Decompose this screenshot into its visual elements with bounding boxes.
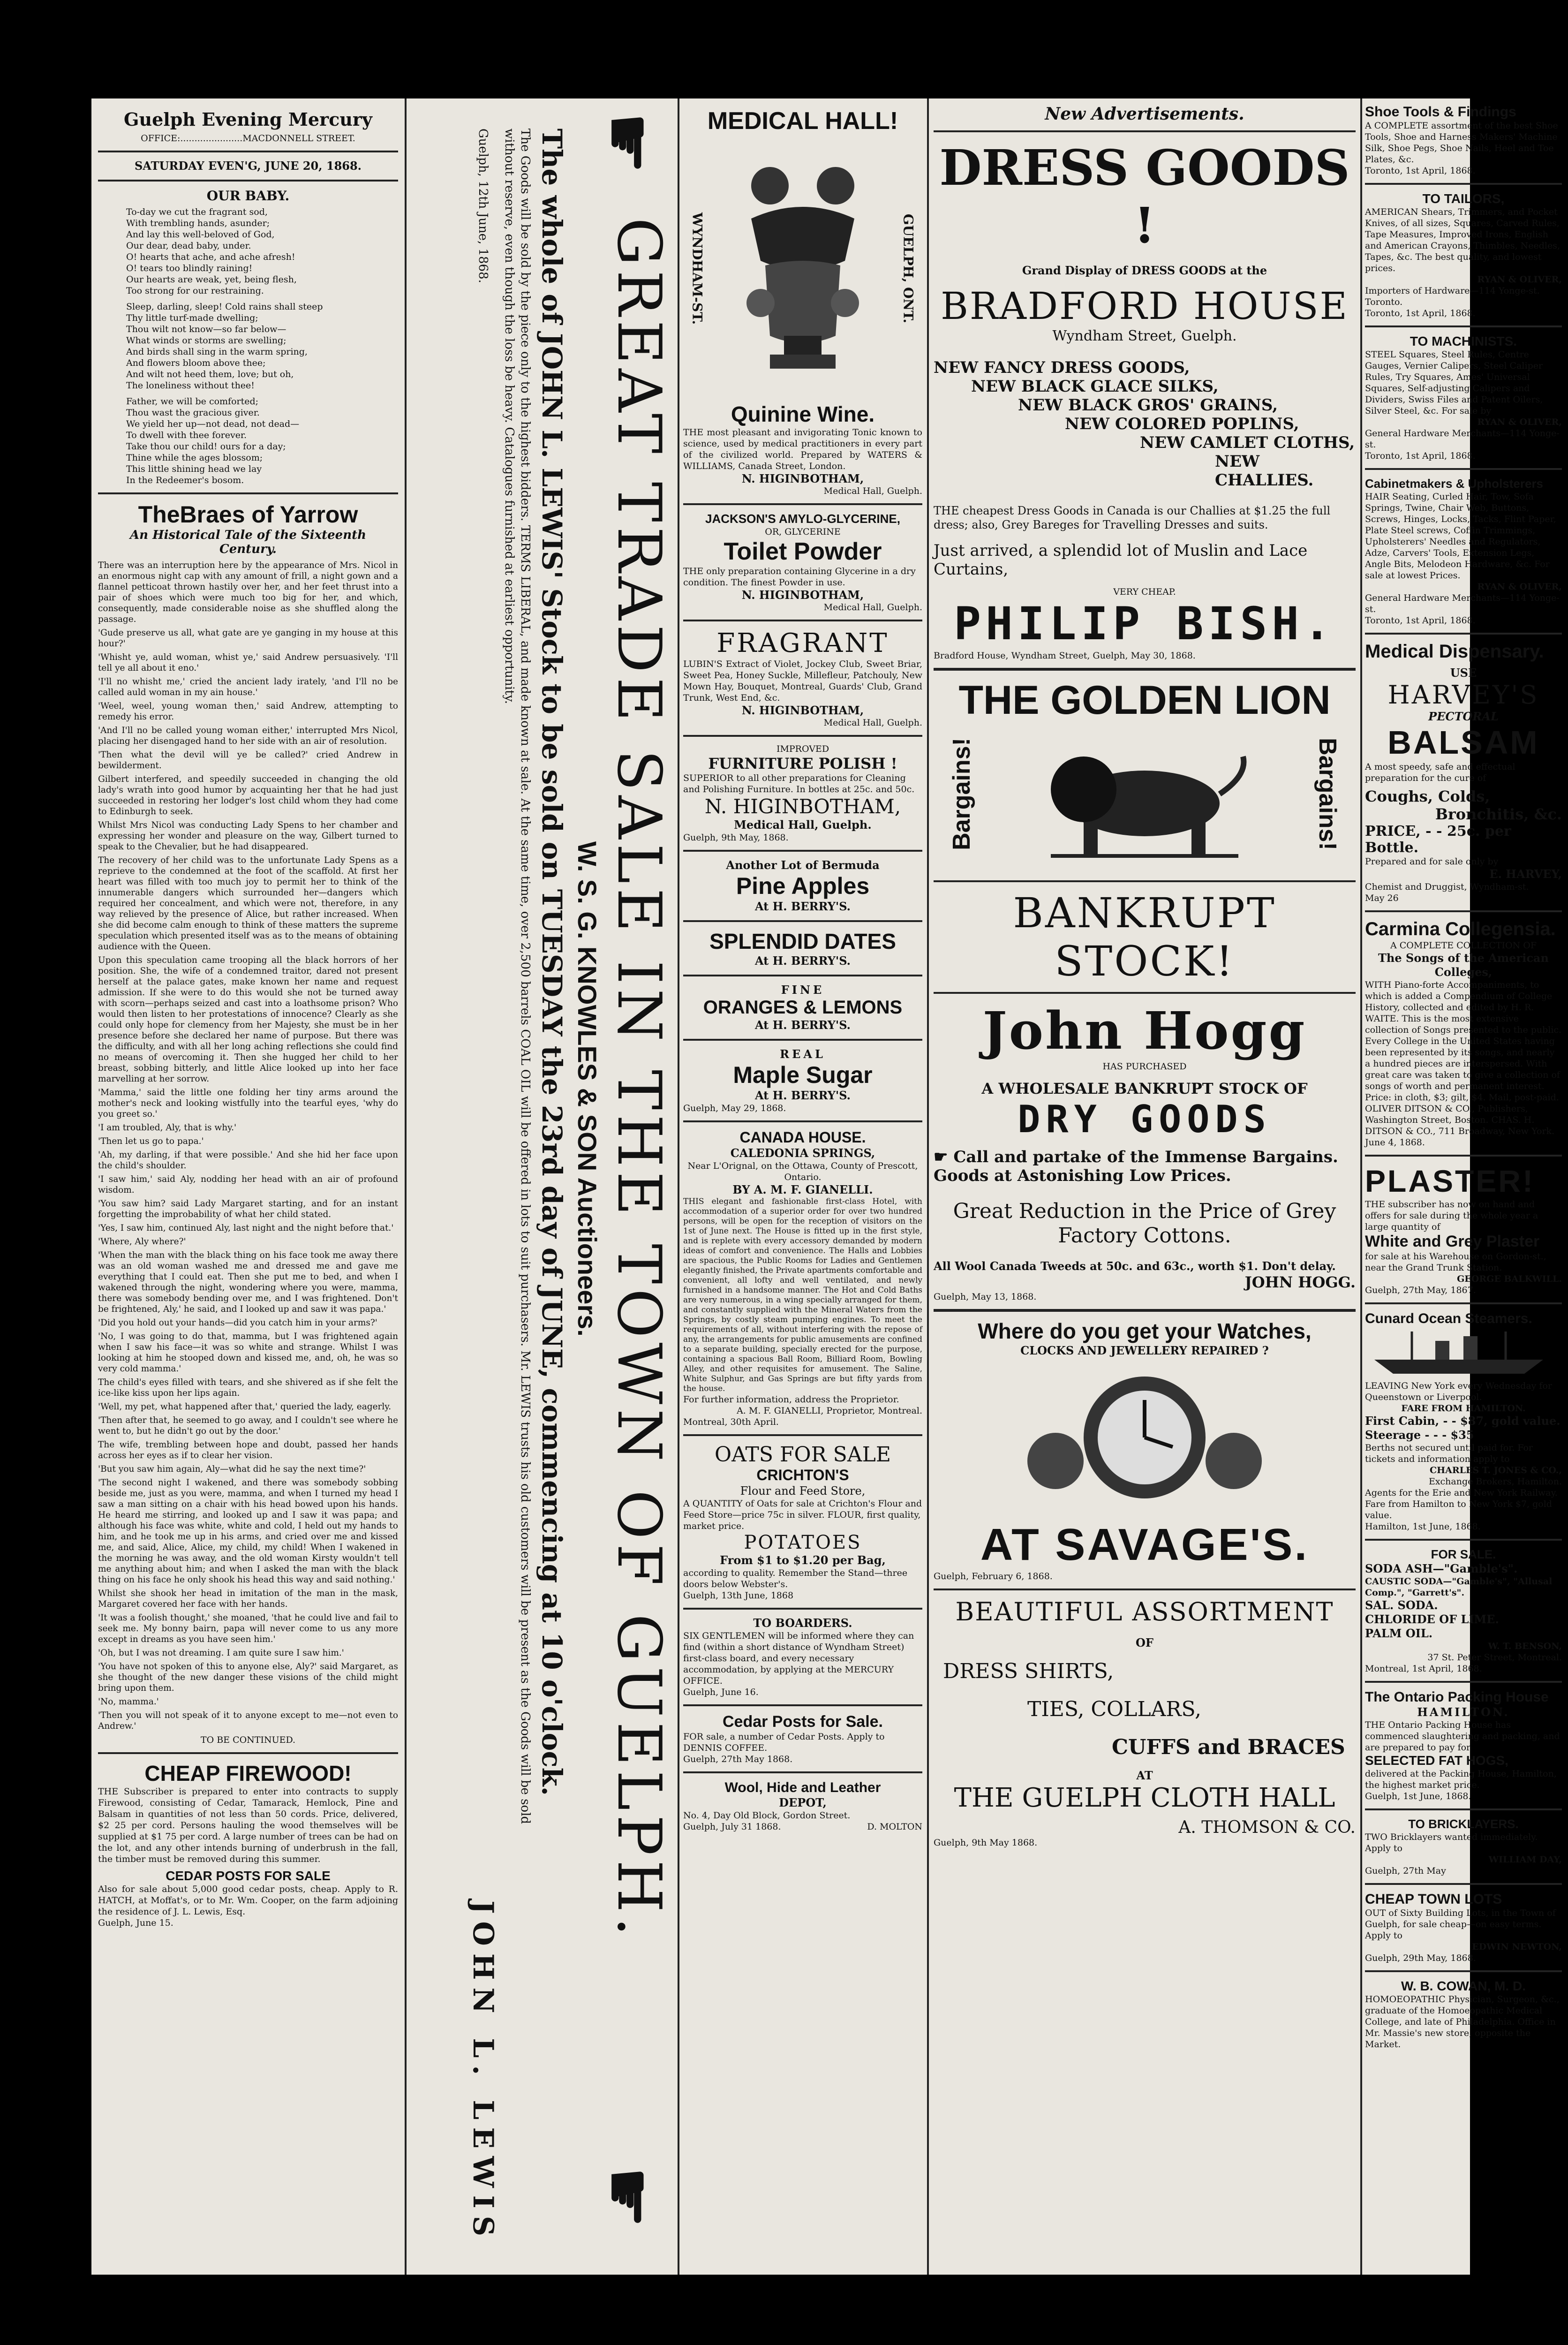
- wool-body: No. 4, Day Old Block, Gordon Street.: [683, 1810, 851, 1821]
- wholesale-text: A WHOLESALE BANKRUPT STOCK OF: [981, 1080, 1308, 1097]
- potatoes-date: Guelph, 13th June, 1868: [683, 1590, 794, 1601]
- medical-hall-address: Medical Hall, Guelph.: [823, 486, 922, 496]
- medical-hall-title: MEDICAL HALL!: [707, 107, 898, 135]
- column-story: [98, 98, 398, 2275]
- call-text-body: Call and partake of the Immense Bargains. Goods at Astonishing Low Prices.: [934, 1148, 1338, 1185]
- palm-line: PALM OIL.: [1365, 1626, 1433, 1640]
- story-paragraph: 'Then what the devil will ye be called?' cried Andrew in bewilderment.: [98, 750, 398, 771]
- polish-date: Guelph, 9th May, 1868.: [683, 832, 789, 843]
- ryan-sub: Importers of Hardware—114 Yonge-st. Toronto.: [1365, 286, 1540, 307]
- wool-depot: DEPOT,: [779, 1796, 827, 1809]
- story-title: TheBraes of Yarrow: [138, 501, 358, 528]
- posts-body: FOR sale, a number of Cedar Posts. Apply to DENNIS COFFEE.: [683, 1732, 885, 1753]
- fare-title: FARE FROM HAMILTON.: [1401, 1403, 1526, 1414]
- first-cabin: First Cabin, - - $87, gold value.: [1365, 1414, 1560, 1428]
- pointing-hand-icon: ☛: [934, 1148, 954, 1166]
- story-paragraph: Upon this speculation came trooping all the black horrors of her position. She, the wife of a condemned traitor, dared not present herself at the palace gates, make known her name and request admission. If she were to do this would she not be turned away with scorn—perhaps seized and cast into a loathsome prison? Who would then listen to her protestations of innocence? Clearly as she could only hope for clemency from her Majesty, she must be in her presence before she declared her name of purpose. But there was the difficulty, and with all her long aching reflections she could find no means of overcoming it. Then she hugged her child to her breast, sobbing bitterly, and little Alice looked up into her face marvelling at her sorrow.: [98, 955, 398, 1084]
- cowan-title: W. B. COWAN, M. D.: [1401, 1979, 1526, 1993]
- dress-goods-sub: Grand Display of DRESS GOODS at the: [1022, 264, 1267, 277]
- canada-date: Montreal, 30th April.: [683, 1417, 779, 1427]
- posts-date: Guelph, 27th May 1868.: [683, 1754, 793, 1764]
- higinbotham-name: N. HIGINBOTHAM,: [741, 704, 864, 717]
- amylo-title: JACKSON'S AMYLO-GLYCERINE,: [705, 512, 900, 526]
- story-paragraph: 'No, mamma.': [98, 1697, 159, 1707]
- story-paragraph: 'Well, my pet, what happened after that,' queried the lady, eagerly.: [98, 1402, 392, 1412]
- cedar-body: Also for sale about 5,000 good cedar posts, cheap. Apply to R. HATCH, at Moffat's, or to Mr. Wm. Cooper, on the farm adjoining the residence of J. L. Lewis, Esq.: [98, 1884, 398, 1917]
- potatoes-price: From $1 to $1.20 per Bag,: [720, 1553, 886, 1567]
- prepared-line: Prepared and for sale only by: [1365, 856, 1499, 867]
- carmina-title: Carmina Collegensia.: [1365, 919, 1556, 939]
- goods-line: NEW COLORED POPLINS,: [1065, 415, 1299, 433]
- lots-title: CHEAP TOWN LOTS: [1365, 1891, 1502, 1907]
- poem-line: Our dear, dead baby, under.: [126, 241, 251, 251]
- jones-sign: CHARLES T. JONES & CO.,: [1430, 1465, 1562, 1475]
- story-paragraph: 'Did you hold out your hands—did you catch him in your arms?': [98, 1318, 377, 1328]
- steamship-illustration: [1365, 1327, 1553, 1378]
- bradford-address: Wyndham Street, Guelph.: [1052, 328, 1237, 344]
- bargains-right: Bargains!: [1314, 738, 1342, 850]
- ryan-sign: RYAN & OLIVER,: [1477, 417, 1562, 427]
- goods-line: NEW CAMLET CLOTHS,: [1140, 433, 1355, 452]
- berry-label: At H. BERRY'S.: [754, 900, 851, 913]
- column-rule: [1360, 98, 1362, 2275]
- boarders-date: Guelph, June 16.: [683, 1687, 759, 1697]
- story-paragraph: 'Gude preserve us all, what gate are ye ganging in my house at this hour?': [98, 628, 398, 649]
- benson-address: 37 St. Peter Street, Montreal.: [1427, 1652, 1562, 1663]
- forsale-title: FOR SALE.: [1431, 1547, 1496, 1561]
- bankrupt-title: BANKRUPT STOCK!: [1013, 889, 1276, 985]
- maple-date: Guelph, May 29, 1868.: [683, 1103, 786, 1113]
- goods-line: NEW BLACK GROS' GRAINS,: [1018, 396, 1278, 415]
- crichton-title: CRICHTON'S: [756, 1467, 849, 1483]
- poem-line: Too strong for our restraining.: [126, 286, 264, 296]
- canada-sign: A. M. F. GIANELLI, Proprietor, Montreal.: [737, 1406, 922, 1416]
- steerage: Steerage - - - $35: [1365, 1428, 1474, 1442]
- real-label: REAL: [780, 1047, 826, 1061]
- cunard-title: Cunard Ocean Steamers.: [1365, 1311, 1532, 1326]
- harvey-date: May 26: [1365, 893, 1399, 903]
- dates-title: SPLENDID DATES: [709, 929, 896, 953]
- fragrant-title: FRAGRANT: [716, 628, 889, 658]
- story-paragraph: 'Oh, but I was not dreaming. I am quite sure I saw him.': [98, 1648, 344, 1658]
- new-ads-header: New Advertisements.: [1045, 104, 1244, 124]
- cabinet-title: Cabinetmakers & Upholsterers: [1365, 477, 1544, 491]
- column-new-ads: [934, 98, 1356, 2275]
- cloth-hall-date: Guelph, 9th May 1868.: [934, 1838, 1038, 1848]
- agents-text: Agents for the Erie and New York Railway. Fare from Hamilton to New York $7, gold value.: [1365, 1488, 1558, 1520]
- story-paragraph: 'It was a foolish thought,' she moaned, 'that he could live and fail to seek me. My bonny bairn, papa will never come to us any more except in dreams as you have seen him.': [98, 1613, 398, 1644]
- tailors-body: AMERICAN Shears, Trimmers, and Pocket Knives, of all sizes, Squares, Carved Rules, Tape Measures, Improved Irons, English and American Crayons, Thimbles, Needles, Tapes, &c. The best quality, and lowest prices.: [1365, 207, 1560, 273]
- ditson-line: OLIVER DITSON & CO., Publishers, Washington Street, Boston. CHAS. H. DITSON & CO., 711 Broadway, New York.: [1365, 1104, 1555, 1136]
- story-paragraph: 'I saw him,' said Aly, nodding her head with an air of profound wisdom.: [98, 1174, 398, 1195]
- bricklayers-date: Guelph, 27th May: [1365, 1866, 1446, 1876]
- watches-sub: CLOCKS AND JEWELLERY REPAIRED ?: [1020, 1344, 1269, 1357]
- poem-line: Take thou our child! ours for a day;: [126, 441, 286, 452]
- carmina-date: June 4, 1868.: [1365, 1137, 1425, 1148]
- polish-body: SUPERIOR to all other preparations for Cleaning and Polishing Furniture. In bottles at 25c. and 50c.: [683, 773, 915, 794]
- boarders-body: SIX GENTLEMEN will be informed where they can find (within a short distance of Wyndham Street) first-class board, and every necessary accommodation, by applying at the MERCURY OFFICE.: [683, 1631, 914, 1686]
- pectoral-label: PECTORAL: [1428, 710, 1499, 723]
- tools-body: A COMPLETE assortment of the best Shoe Tools, Shoe and Harness Makers' Machine Silk, Shoe Pegs, Shoe Nails, Heel and Toe Plates, &c.: [1365, 121, 1558, 165]
- canada-body: THIS elegant and fashionable first-class Hotel, with accommodation of a superior order for over two hundred persons, will be open for the reception of visitors on the 1st of June next. The House is fitted up in the first style, and is replete with every accessory demanded by modern ideas of comfort and convenience. The Halls and Lobbies are spacious, the Public Rooms for Ladies and Gentlemen elegantly finished, the Private apartments comfortable and convenient, all lofty and well ventilated, and newly furnished in a handsome manner. The Hot and Cold Baths are very numerous, in a wing specially arranged for them, and constantly supplied with the Mineral Waters from the Springs, by costly steam pumping engines. To meet the requirements of all, without interfering with the repose of any, the arrangements for public amusements are confined to a separate building, specially erected for the purpose, containing a spacious Ball Room, Billiard Room, Bowling Alley, and other requisites for amusement. The Saline, White Sulphur, and Gas Springs are but fifty yards from the house.: [683, 1197, 922, 1393]
- continued-note: TO BE CONTINUED.: [200, 1735, 296, 1745]
- dispensary-title: Medical Dispensary.: [1365, 641, 1544, 662]
- tweeds-text: All Wool Canada Tweeds at 50c. and 63c., worth $1. Don't delay.: [934, 1259, 1336, 1273]
- story-paragraph: 'Then after that, he seemed to go away, and I couldn't see where he went to, but he didn't go out by the door.': [98, 1415, 398, 1436]
- lots-date: Guelph, 29th May, 1868.: [1365, 1953, 1476, 1963]
- exchange-line: Exchange Brokers, Hamilton.: [1428, 1476, 1562, 1487]
- auction-terms: The Goods will be sold by the piece only to the highest bidders. TERMS LIBERAL, and made known at sale. At the same time, over 2,500 barrels COAL OIL will be offered in lots to suit purchasers. Mr. LEWIS trusts his old customers will be present as the Goods will be sold without reserve, even though the loss be heavy. Catalogues furnished at earliest opportunity.: [502, 129, 532, 1824]
- crichton-sub: Flour and Feed Store,: [740, 1484, 866, 1498]
- story-paragraph: 'I'll no whisht me,' cried the ancient lady irately, 'and I'll no be called auld woman in my ain house.': [98, 677, 398, 697]
- balsam-body: A most speedy, safe and effectual preparation for the cure of: [1365, 762, 1515, 783]
- ties-line: TIES, COLLARS,: [1027, 1697, 1202, 1721]
- improved-label: IMPROVED: [776, 744, 829, 754]
- canada-near: Near L'Orignal, on the Ottawa, County of Prescott, Ontario.: [687, 1161, 918, 1182]
- story-paragraph: 'The second night I wakened, and there was somebody sobbing beside me, just as you were, mamma, and when I turned my head I saw a man sitting on a chair with his head bowed upon his hands. He heard me stirring, and looked up and I saw it was papa; and although his face was white, white and cold, I held out my hands to him, and he took me up in his arms, and cried over me and kissed me, and said, Alice, Alice, my child, my child! When I wakened in the morning he was away, and the old woman Kirsty wouldn't tell me anything about him; and when I asked the man with the black thing on his face he only shook his head this way and said nothing.': [98, 1478, 398, 1585]
- story-body: [98, 560, 398, 1732]
- medical-hall-address: Medical Hall, Guelph.: [823, 718, 922, 728]
- tailors-date: Toronto, 1st April, 1868.: [1365, 308, 1476, 318]
- story-paragraph: 'Where, Aly where?': [98, 1237, 186, 1247]
- ryan-sign: RYAN & OLIVER,: [1477, 274, 1562, 285]
- cabinet-date: Toronto, 1st April, 1868.: [1365, 615, 1476, 626]
- polish-title: FURNITURE POLISH !: [708, 755, 897, 772]
- poem-line: Sleep, darling, sleep! Cold rains shall steep: [126, 302, 323, 312]
- story-paragraph: 'Then let us go to papa.': [98, 1136, 204, 1146]
- poem: [98, 206, 398, 486]
- amylo-or: OR, GLYCERINE: [765, 527, 841, 537]
- pineapple-title: Pine Apples: [736, 873, 870, 899]
- dress-goods-title: DRESS GOODS !: [939, 139, 1350, 254]
- philip-bish: PHILIP BISH.: [954, 598, 1335, 650]
- reduction-text: Great Reduction in the Price of Grey Factory Cottons.: [953, 1199, 1336, 1248]
- story-paragraph: 'Whisht ye, auld woman, whist ye,' said Andrew persuasively. 'I'll tell ye all about it eno.': [98, 652, 398, 673]
- at-label: AT: [1136, 1769, 1153, 1782]
- plaster-types: White and Grey Plaster: [1365, 1233, 1540, 1250]
- cheapest-text: THE cheapest Dress Goods in Canada is our Challies at $1.25 the full dress; also, Grey Bareges for Travelling Dresses and suits.: [934, 504, 1331, 531]
- medical-hall-address: Medical Hall, Guelph.: [823, 602, 922, 613]
- potatoes-title: POTATOES: [744, 1532, 862, 1553]
- goods-line: NEW FANCY DRESS GOODS,: [934, 358, 1190, 377]
- canada-title: CANADA HOUSE.: [739, 1129, 866, 1146]
- higinbotham-big: N. HIGINBOTHAM,: [704, 795, 901, 818]
- boarders-title: TO BOARDERS.: [753, 1616, 852, 1630]
- cowan-body: HOMOEOPATHIC Physician, Surgeon, &c., graduate of the Homoeopathic Medical College, and late of Philadelphia. Office in Mr. Massie's new store, opposite the Market.: [1365, 1994, 1560, 2050]
- goods-line: NEW CHALLIES.: [1215, 452, 1314, 490]
- poem-line: Thou wilt not know—so far below—: [126, 324, 286, 334]
- poem-line: What winds or storms are swelling;: [126, 335, 286, 346]
- shirts-line: DRESS SHIRTS,: [943, 1659, 1114, 1683]
- street-label: WYNDHAM-ST.: [689, 212, 705, 325]
- carmina-complete: A COMPLETE COLLECTION OF: [1390, 940, 1537, 951]
- wool-sign: D. MOLTON: [867, 1822, 922, 1832]
- story-paragraph: The wife, trembling between hope and doubt, passed her hands across her eyes as if to clear her vision.: [98, 1440, 398, 1460]
- ryan-sub: General Hardware Merchants—114 Yonge-st.: [1365, 428, 1560, 450]
- savage-title: AT SAVAGE'S.: [980, 1520, 1309, 1570]
- wool-title: Wool, Hide and Leather: [724, 1780, 881, 1795]
- hamilton-label: HAMILTON.: [1417, 1705, 1510, 1719]
- use-label: USE: [1450, 666, 1477, 680]
- salsoda-line: SAL. SODA.: [1365, 1598, 1438, 1612]
- poem-line: This little shining head we lay: [126, 464, 262, 474]
- plaster-body: THE subscriber has now on hand and offers for sale during the whole year a large quantity of: [1365, 1199, 1538, 1232]
- story-paragraph: 'When the man with the black thing on his face took me away there was an old woman washed me and dressed me and gave me everything that I could eat. Then she put me to bed, and when I wakened through the night, wondering where you were, mamma, there was somebody bending over me, and I was frightened. Don't be frightened, Aly,' he said, and I looked up and saw it was papa.': [98, 1250, 398, 1314]
- story-paragraph: 'You have not spoken of this to anyone else, Aly?' said Margaret, as she thought of the new danger these visions of the child might bring upon them.: [98, 1662, 398, 1693]
- story-paragraph: 'I am troubled, Aly, that is why.': [98, 1123, 237, 1133]
- pointing-hand-icon: ☛: [587, 111, 669, 175]
- coughs-line: Coughs, Colds,: [1365, 787, 1490, 805]
- urn-illustration: [732, 148, 873, 392]
- golden-lion-title: THE GOLDEN LION: [958, 678, 1331, 723]
- packing-date: Guelph, 1st June, 1868.: [1365, 1791, 1471, 1801]
- story-paragraph: 'Weel, weel, young woman then,' said Andrew, attempting to remedy his error.: [98, 701, 398, 722]
- column-auction: [408, 98, 678, 2275]
- auction-main-line: The whole of JOHN L. LEWIS' Stock to be sold on TUESDAY the 23rd day of JUNE, commencing at 10 o'clock.: [536, 129, 568, 1796]
- oats-body: A QUANTITY of Oats for sale at Crichton's Flour and Feed Store—price 75c in silver. FLOUR, first quality, market price.: [683, 1498, 922, 1531]
- canada-info: For further information, address the Proprietor.: [683, 1394, 899, 1405]
- dry-goods: DRY GOODS: [1018, 1097, 1272, 1141]
- bricklayers-body: TWO Bricklayers wanted immediately. Apply to: [1365, 1832, 1538, 1853]
- plaster-title: PLASTER!: [1365, 1164, 1535, 1198]
- bricklayers-title: TO BRICKLAYERS.: [1408, 1817, 1519, 1831]
- of-label: OF: [1136, 1636, 1153, 1649]
- tailors-title: TO TAILORS,: [1422, 191, 1505, 206]
- poem-line: Thine while the ages blossom;: [126, 453, 263, 463]
- assortment-title: BEAUTIFUL ASSORTMENT: [955, 1597, 1334, 1626]
- poem-line: Father, we will be comforted;: [126, 396, 259, 407]
- balsam-title: BALSAM: [1387, 724, 1539, 761]
- pointing-hand-icon: ☛: [587, 2165, 669, 2229]
- plaster-date: Guelph, 27th May, 1867.: [1365, 1285, 1476, 1295]
- story-paragraph: The recovery of her child was to the unfortunate Lady Spens as a reprieve to the condemned at the foot of the scaffold. At first her heart was filled with too much joy to permit her to think of the innumerable dangers which surrounded her—dangers which required her concealment, and which were not, therefore, in any way relieved by the presence of Alice, but rather increased. When she did become calm enough to think of these matters the supreme speculation which presented itself was as to the means of obtaining audience with the Queen.: [98, 855, 398, 952]
- bricklayers-sign: WILLIAM DAY,: [1488, 1854, 1562, 1865]
- story-paragraph: 'You saw him? said Lady Margaret starting, and for an instant forgetting the improbability of what her child stated.: [98, 1199, 398, 1219]
- benson-sign: W. T. BENSON,: [1488, 1641, 1562, 1651]
- office-line: OFFICE:......................MACDONNELL STREET.: [141, 133, 355, 144]
- story-paragraph: There was an interruption here by the appearance of Mrs. Nicol in an enormous night cap with any amount of frill, a night gown and a flannel petticoat thrown hastily over her, and her feet thrust into a pair of shoes which were much too big for her, and which, consequently, made considerable noise as she shuffled along the passage.: [98, 560, 398, 624]
- bradford-date: Bradford House, Wyndham Street, Guelph, May 30, 1868.: [934, 651, 1196, 661]
- auction-headline: GREAT TRADE SALE IN THE TOWN OF GUELPH.: [604, 218, 674, 1941]
- oats-title: OATS FOR SALE: [715, 1443, 891, 1467]
- column-rule: [927, 98, 929, 2275]
- price-line: PRICE, - - 25c. per Bottle.: [1365, 823, 1511, 856]
- muslin-text: Just arrived, a splendid lot of Muslin and Lace Curtains,: [934, 541, 1308, 579]
- new-goods-list: [934, 358, 1356, 490]
- lion-illustration: [1032, 738, 1257, 860]
- story-paragraph: 'No, I was going to do that, mamma, but I was frightened again when I saw his face—it was so white and strange. Whilst I was looking at him he stooped down and kissed me, and, oh, he was so very cold mamma.': [98, 1331, 398, 1374]
- ryan-sub: General Hardware Merchants—114 Yonge-st.: [1365, 593, 1560, 614]
- watches-title: Where do you get your Watches,: [978, 1319, 1312, 1343]
- city-label: GUELPH, ONT.: [900, 213, 916, 324]
- machinists-title: TO MACHINISTS.: [1410, 334, 1517, 348]
- poem-line: To-day we cut the fragrant sod,: [126, 207, 268, 217]
- column-rule: [405, 98, 407, 2275]
- caustic-line: CAUSTIC SODA—"Gamble's", "Allusal Comp.", "Garrett's".: [1365, 1576, 1553, 1598]
- medical-hall-illustration: [683, 139, 922, 401]
- poem-line: And flowers bloom above thee;: [126, 358, 266, 368]
- story-paragraph: 'And I'll no be called young woman either,' interrupted Mrs Nicol, placing her disengaged hand to her side with an air of resolution.: [98, 726, 398, 746]
- poem-title: OUR BABY.: [206, 188, 290, 204]
- very-cheap: VERY CHEAP.: [1113, 587, 1176, 597]
- berry-label: At H. BERRY'S.: [754, 1018, 851, 1032]
- thomson-sign: A. THOMSON & CO.: [1178, 1818, 1356, 1837]
- savage-date: Guelph, February 6, 1868.: [934, 1571, 1053, 1581]
- cuffs-line: CUFFS and BRACES: [1112, 1735, 1345, 1759]
- column-rule: [678, 98, 679, 2275]
- goods-line: NEW BLACK GLACE SILKS,: [971, 377, 1219, 396]
- poem-line: And wilt not heed them, love; but oh,: [126, 369, 294, 379]
- packing-body2: delivered at the Packing House, Hamilton, the highest market price.: [1365, 1769, 1557, 1790]
- berths-text: Berths not secured until paid for. For tickets and information apply to: [1365, 1443, 1533, 1464]
- firewood-body: THE Subscriber is prepared to enter into contracts to supply Firewood, consisting of Cedar, Tamarack, Hemlock, Pine and Balsam in quantities of not less than 50 cords. Price, delivered, $2 25 per cord. Persons hauling the wood themselves will be supplied at $1 75 per cord. A large number of trees can be had on the lot, and any other intends burning of underbrush in the fall, the timber must be removed during this summer.: [98, 1786, 398, 1864]
- story-paragraph: Whilst she shook her head in imitation of the man in the mask, Margaret covered her face with her hands.: [98, 1589, 398, 1609]
- hogg-date: Guelph, May 13, 1868.: [934, 1292, 1037, 1302]
- wool-date: Guelph, July 31 1868.: [683, 1822, 781, 1832]
- selected-line: SELECTED FAT HOGS,: [1365, 1753, 1508, 1768]
- toilet-body: THE only preparation containing Glycerine in a dry condition. The finest Powder in use.: [683, 566, 916, 588]
- tools-title: Shoe Tools & Findings: [1365, 104, 1516, 120]
- newspaper-page: [91, 98, 1562, 2275]
- harvey-title: HARVEY'S: [1387, 680, 1539, 710]
- has-purchased: HAS PURCHASED: [1102, 1061, 1187, 1072]
- carmina-body: WITH Piano-forte Accompaniments, to which is added a Compendium of College History, collected and edited by H. R. WAITE. This is the most extensive collection of Songs presented to the public. Every College in the United States having been represented by its songs, and nearly a hundred pieces are interspersed. With great care was taken to give a collection of songs of worth and permanent interest. Price: in cloth, $3; gilt, $4. Mail, post-paid.: [1365, 980, 1562, 1103]
- fine-label: FINE: [781, 983, 825, 997]
- john-hogg: John Hogg: [982, 1000, 1307, 1061]
- quinine-body: THE most pleasant and invigorating Tonic known to science, used by medical practitioners in every part of the civilized world. Prepared by WATERS & WILLIAMS, Canada Street, London.: [683, 427, 922, 471]
- poem-line: Our hearts are weak, yet, being flesh,: [126, 274, 297, 285]
- poem-line: O! tears too blindly raining!: [126, 263, 253, 273]
- berry-label: At H. BERRY'S.: [754, 1089, 851, 1102]
- ryan-sign: RYAN & OLIVER,: [1477, 582, 1562, 592]
- bargains-left: Bargains!: [948, 738, 975, 850]
- poem-line: And lay this well-beloved of God,: [126, 229, 275, 240]
- poem-line: Thou wast the gracious giver.: [126, 408, 260, 418]
- harvey-sub: Chemist and Druggist, Wyndham-st.: [1365, 882, 1529, 892]
- story-subtitle: An Historical Tale of the Sixteenth Century.: [129, 528, 367, 556]
- canada-subtitle: CALEDONIA SPRINGS,: [730, 1146, 875, 1160]
- column-hardware: [1365, 98, 1562, 2275]
- cedar-title: CEDAR POSTS FOR SALE: [166, 1868, 331, 1883]
- poem-line: In the Redeemer's bosom.: [126, 475, 244, 485]
- benson-date: Montreal, 1st April, 1868.: [1365, 1664, 1482, 1674]
- story-paragraph: Gilbert interfered, and speedily succeeded in changing the old lady's wrath into good humor by acquainting her that he had just succeeded in restoring her lodger's lost child whom they had come to Edinburgh to seek.: [98, 774, 398, 817]
- bronchitis-line: Bronchitis, &c.: [1435, 805, 1562, 823]
- pineapple-intro: Another Lot of Bermuda: [726, 858, 880, 872]
- cedar-date: Guelph, June 15.: [98, 1918, 173, 1928]
- machinists-date: Toronto, 1st April, 1868.: [1365, 451, 1476, 461]
- fragrant-body: LUBIN'S Extract of Violet, Jockey Club, Sweet Briar, Sweet Pea, Honey Suckle, Millefleur, Patchouly, New Mown Hay, Bouquet, Montreal, Guards' Club, Grand Trunk, West End, &c.: [683, 659, 922, 703]
- medical-hall-address: Medical Hall, Guelph.: [734, 818, 872, 832]
- bradford-house: BRADFORD HOUSE: [941, 284, 1349, 328]
- dateline: SATURDAY EVEN'G, JUNE 20, 1868.: [134, 159, 362, 173]
- firewood-title: CHEAP FIREWOOD!: [144, 1761, 352, 1785]
- hogg-sign: JOHN HOGG.: [1244, 1273, 1356, 1291]
- quinine-title: Quinine Wine.: [731, 402, 875, 426]
- auctioneers: W. S. G. KNOWLES & SON Auctioneers.: [573, 841, 602, 1337]
- harvey-sign: E. HARVEY,: [1489, 867, 1562, 881]
- canada-by: BY A. M. F. GIANELLI.: [732, 1183, 873, 1196]
- story-paragraph: 'Then you will not speak of it to anyone except to me—not even to Andrew.': [98, 1710, 398, 1731]
- golden-lion-panel: [934, 724, 1356, 874]
- potatoes-body: according to quality. Remember the Stand—three doors below Webster's.: [683, 1568, 908, 1589]
- story-paragraph: The child's eyes filled with tears, and she shivered as if she felt the ice-like kiss upon her lips again.: [98, 1377, 398, 1398]
- auction-ad: [411, 110, 674, 2262]
- lots-body: OUT of Sixty Building Lots, in the Town of Guelph, for sale cheap—on easy terms. Apply to: [1365, 1908, 1556, 1941]
- wool-footer: [683, 1821, 922, 1832]
- oranges-title: ORANGES & LEMONS: [703, 997, 903, 1018]
- clock-illustration: [934, 1358, 1356, 1517]
- machinists-body: STEEL Squares, Steel Rules, Centre Gauges, Vernier Calipers, Steel Caliper Rules, Try Squares, Ames' Universal Squares, Self-adjusting Calipers and Dividers, Swiss Files and Patent Oilers, Silver Steel, &c. For sale by: [1365, 349, 1543, 416]
- story-paragraph: 'Yes, I saw him, continued Aly, last night and the night before that.': [98, 1223, 394, 1233]
- cloth-hall-title: THE GUELPH CLOTH HALL: [954, 1783, 1335, 1813]
- packing-body: THE Ontario Packing House has commenced slaughtering and packing, and are prepared to pay for: [1365, 1720, 1560, 1753]
- story-paragraph: 'Ah, my darling, if that were possible.' And she hid her face upon the child's shoulder.: [98, 1150, 398, 1171]
- higinbotham-name: N. HIGINBOTHAM,: [741, 588, 864, 602]
- tools-date: Toronto, 1st April, 1868.: [1365, 166, 1476, 176]
- cunard-body: LEAVING New York every Wednesday for Queenstown or Liverpool.: [1365, 1381, 1552, 1402]
- poem-line: O! hearts that ache, and ache afresh!: [126, 252, 295, 262]
- story-paragraph: 'Mamma,' said the little one folding her tiny arms around the mother's neck and looking wistfully into the tearful eyes, 'why do you greet so.': [98, 1088, 398, 1119]
- poem-line: We yield her up—not dead, not dead—: [126, 419, 300, 429]
- soda-line: SODA ASH—"Gamble's".: [1365, 1562, 1518, 1575]
- berry-label: At H. BERRY'S.: [754, 954, 851, 968]
- poem-line: Thy little turf-made dwelling;: [126, 313, 258, 323]
- lots-sign: EDWIN NEWTON,: [1472, 1942, 1562, 1952]
- higinbotham-name: N. HIGINBOTHAM,: [741, 472, 864, 485]
- plaster-body2: for sale at his Warehouse on Gordon-st., near the Grand Trunk Station.: [1365, 1251, 1546, 1273]
- carmina-songs: The Songs of the American Colleges,: [1378, 951, 1549, 979]
- chloride-line: CHLORIDE OF LIME.: [1365, 1612, 1499, 1626]
- column-medical-hall: [683, 98, 922, 2275]
- auction-signature: JOHN L. LEWIS: [467, 1900, 499, 2244]
- auction-date: Guelph, 12th June, 1868.: [476, 129, 490, 283]
- cabinet-body: HAIR Seating, Curled Hair, Tow, Sofa Springs, Twine, Chair Web, Buttons, Screws, Hinges, Locks, Tacks, Flint Paper, Plate Steel screws, Coffin Trimmings, Upholsterers' Needles and Regulators, Adze, Carvers' Tools, Extension Legs, Angle Bits, Melodeon Hardware, &c. For sale at lowest Prices.: [1365, 492, 1556, 581]
- poem-line: With trembling hands, asunder;: [126, 218, 270, 228]
- poem-line: To dwell with thee forever.: [126, 430, 247, 440]
- plaster-sign: GEORGE BALKWILL.: [1457, 1274, 1562, 1284]
- call-text: [934, 1148, 1356, 1185]
- maple-title: Maple Sugar: [733, 1062, 873, 1088]
- poem-line: The loneliness without thee!: [126, 380, 255, 391]
- toilet-title: Toilet Powder: [724, 538, 882, 565]
- masthead: Guelph Evening Mercury: [124, 109, 372, 130]
- story-paragraph: 'But you saw him again, Aly—what did he say the next time?': [98, 1464, 366, 1474]
- packing-title: The Ontario Packing House: [1365, 1689, 1549, 1705]
- story-paragraph: Whilst Mrs Nicol was conducting Lady Spens to her chamber and expressing her wonder and pleasure on the way, Gilbert turned to speak to the Chevalier, but he had disappeared.: [98, 820, 398, 852]
- poem-line: And birds shall sing in the warm spring,: [126, 347, 308, 357]
- cunard-date: Hamilton, 1st June, 1868.: [1365, 1521, 1481, 1532]
- posts-title: Cedar Posts for Sale.: [722, 1713, 883, 1731]
